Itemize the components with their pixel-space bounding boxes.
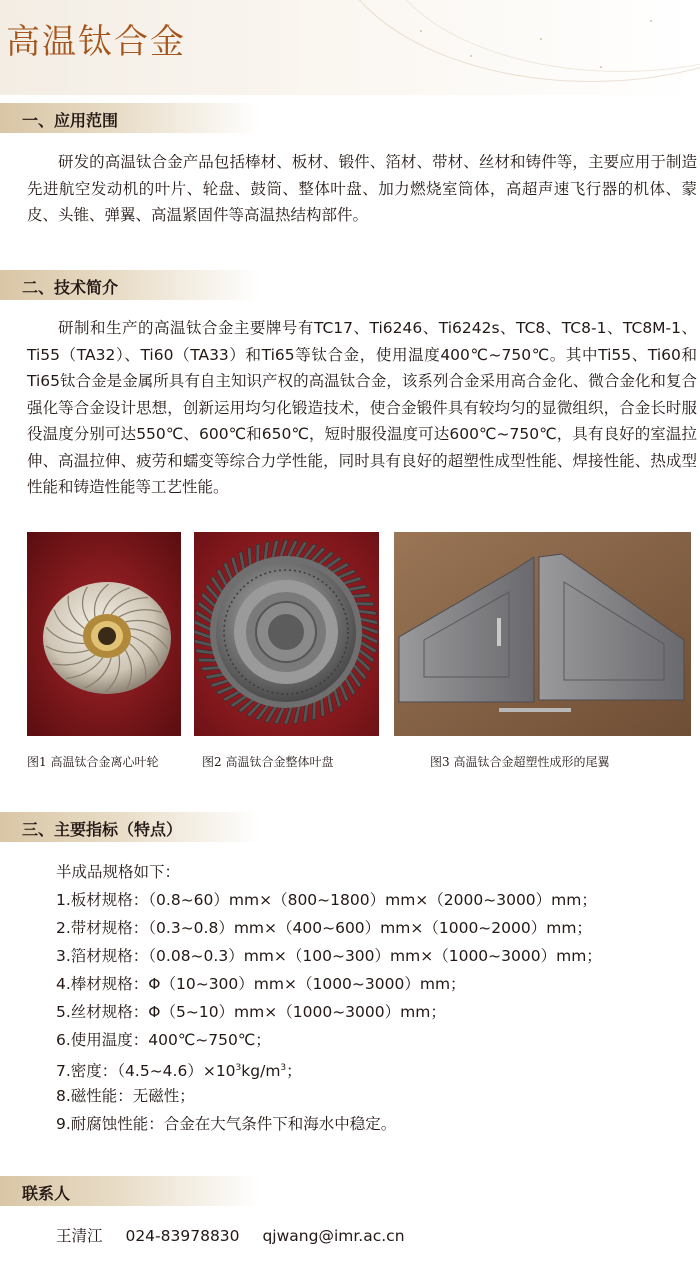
- tail-fin-photo: [394, 532, 691, 736]
- section-heading-label: 联系人: [22, 1184, 71, 1203]
- section-heading-label: 一、应用范围: [22, 111, 119, 130]
- decorative-dot: [540, 38, 542, 40]
- impeller-photo: [27, 532, 181, 736]
- spec-item: 3.箔材规格：（0.08~0.3）mm×（100~300）mm×（1000~3000）mm；: [56, 947, 602, 965]
- density-exponent: 3: [235, 1063, 242, 1073]
- density-prefix: 7.密度：（4.5~4.6）×10: [56, 1062, 236, 1081]
- spec-list: [56, 858, 676, 1138]
- density-unit: kg/m: [241, 1062, 281, 1081]
- contact-email[interactable]: qjwang@imr.ac.cn: [262, 1227, 405, 1245]
- application-paragraph: 研发的高温钛合金产品包括棒材、板材、锻件、箔材、带材、丝材和铸件等，主要应用于制造先进航空发动机的叶片、轮盘、鼓筒、整体叶盘、加力燃烧室筒体，高超声速飞行器的机体、蒙皮、头锥、弹翼、高温紧固件等高温热结构部件。: [27, 153, 697, 224]
- spec-density: [56, 1054, 676, 1082]
- section-heading-application: [0, 103, 260, 133]
- header-banner: [0, 0, 700, 95]
- spec-items-after: [56, 1082, 676, 1138]
- spec-item: 9.耐腐蚀性能：合金在大气条件下和海水中稳定。: [56, 1115, 397, 1133]
- section-heading-label: 二、技术简介: [22, 278, 119, 297]
- section-heading-contact: [0, 1176, 260, 1206]
- section-heading-technology: [0, 270, 260, 300]
- spec-item: 2.带材规格：（0.3~0.8）mm×（400~600）mm×（1000~2000）mm；: [56, 919, 592, 937]
- decorative-dot: [600, 66, 602, 68]
- spec-item: 1.板材规格：（0.8~60）mm×（800~1800）mm×（2000~3000）mm；: [56, 891, 597, 909]
- contact-name: 王清江: [56, 1227, 103, 1245]
- technology-paragraph: 研制和生产的高温钛合金主要牌号有TC17、Ti6246、Ti6242s、TC8、TC8-1、TC8M-1、Ti55（TA32）、Ti60（TA33）和Ti65等钛合金，使用温度400℃~750℃。其中Ti55、Ti60和Ti65钛合金是金属所具有自主知识产权的高温钛合金，该系列合金采用高合金化、微合金化和复合强化等合金设计思想，创新运用均匀化锻造技术，使合金锻件具有较均匀的显微组织，合金长时服役温度分别可达550℃、600℃和650℃，短时服役温度可达600℃~750℃，具有良好的室温拉伸、高温拉伸、疲劳和蠕变等综合力学性能，同时具有良好的超塑性成型性能、焊接性能、热成型性能和铸造性能等工艺性能。: [27, 319, 697, 496]
- spec-intro: 半成品规格如下：: [56, 863, 181, 881]
- contact-line: [56, 1224, 423, 1246]
- density-unit-exponent: 3: [280, 1063, 287, 1073]
- decorative-dot: [470, 55, 472, 57]
- spec-item: 6.使用温度：400℃~750℃；: [56, 1031, 271, 1049]
- figure-1-caption: 图1 高温钛合金离心叶轮: [27, 755, 159, 769]
- figure-2-caption: 图2 高温钛合金整体叶盘: [202, 755, 334, 769]
- spec-item: 5.丝材规格：Φ（5~10）mm×（1000~3000）mm；: [56, 1003, 446, 1021]
- section-heading-specs: [0, 812, 260, 842]
- spec-items: [56, 886, 676, 1054]
- page-title: 高温钛合金: [6, 22, 186, 62]
- figure-3-caption: 图3 高温钛合金超塑性成形的尾翼: [430, 755, 610, 769]
- density-suffix: ；: [286, 1062, 302, 1081]
- section-heading-label: 三、主要指标（特点）: [22, 820, 183, 839]
- decorative-dot: [650, 20, 652, 22]
- blisk-photo: [194, 532, 379, 736]
- decorative-dot: [420, 30, 422, 32]
- spec-item: 4.棒材规格：Φ（10~300）mm×（1000~3000）mm；: [56, 975, 466, 993]
- contact-phone: 024-83978830: [125, 1227, 240, 1245]
- spec-item: 8.磁性能：无磁性；: [56, 1087, 195, 1105]
